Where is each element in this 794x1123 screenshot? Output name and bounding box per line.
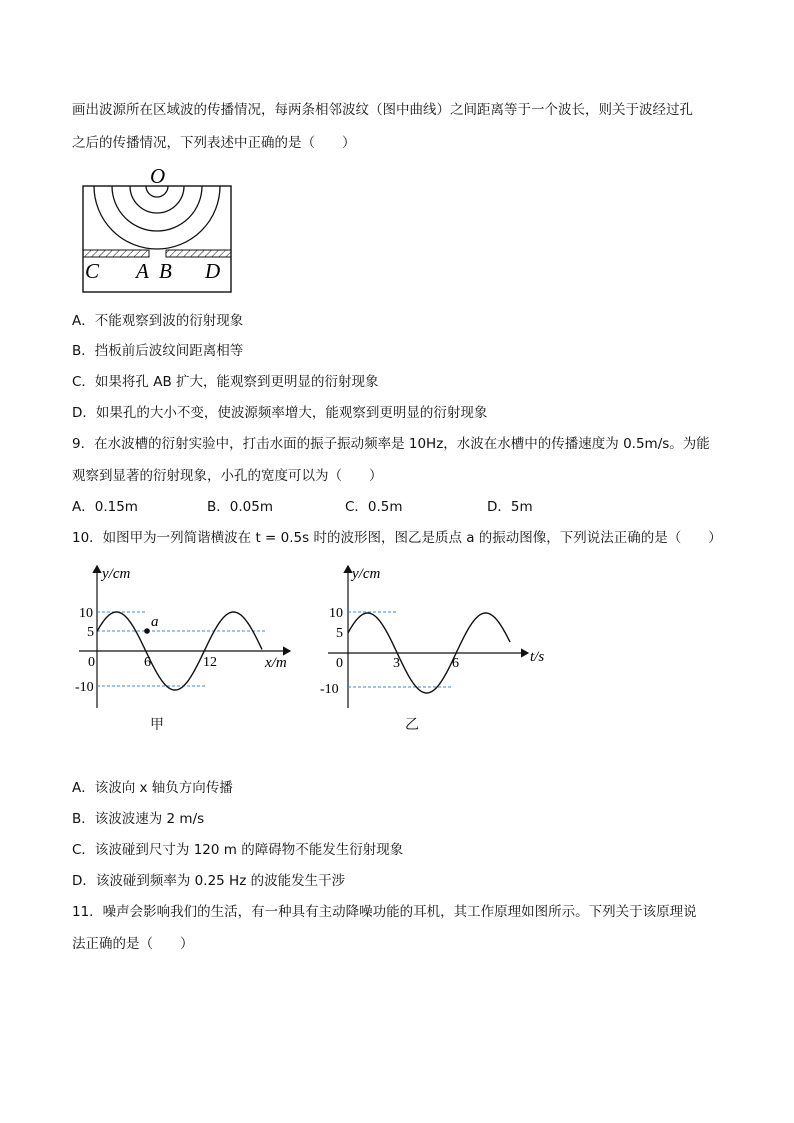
ytick-neg10: -10 bbox=[320, 682, 339, 697]
ylabel: y/cm bbox=[102, 566, 131, 582]
ytick-0: 0 bbox=[336, 656, 343, 671]
q9-stem-line2: 观察到显著的衍射现象，小孔的宽度可以为（ ） bbox=[72, 468, 383, 484]
q8-stem-line1: 画出波源所在区域波的传播情况，每两条相邻波纹（图中曲线）之间距离等于一个波长，则关于波经过孔 bbox=[72, 102, 693, 118]
q9-option-b: B．0.05m bbox=[207, 499, 273, 515]
q10-option-d: D．该波碰到频率为 0.25 Hz 的波能发生干涉 bbox=[72, 873, 346, 889]
wave-arc-2 bbox=[130, 186, 184, 213]
q11-stem-line1: 11．噪声会影响我们的生活，有一种具有主动降噪功能的耳机，其工作原理如图所示。下列关于该原理说 bbox=[72, 904, 697, 920]
ytick-10: 10 bbox=[329, 606, 343, 621]
ytick-neg10: -10 bbox=[75, 680, 94, 695]
xlabel: t/s bbox=[530, 649, 545, 665]
q10-caption-b: 乙 bbox=[405, 717, 419, 733]
label-B: B bbox=[159, 259, 172, 283]
point-a-label: a bbox=[151, 614, 159, 630]
xtick-6: 6 bbox=[144, 655, 151, 670]
q8-option-b: B．挡板前后波纹间距离相等 bbox=[72, 343, 244, 359]
q8-stem-line2: 之后的传播情况，下列表述中正确的是（ ） bbox=[72, 135, 356, 151]
q10-caption-a: 甲 bbox=[150, 717, 164, 733]
wave-arc-3 bbox=[112, 186, 202, 231]
q8-option-a: A．不能观察到波的衍射现象 bbox=[72, 313, 244, 329]
q10-option-c: C．该波碰到尺寸为 120 m 的障碍物不能发生衍射现象 bbox=[72, 842, 404, 858]
ytick-0: 0 bbox=[88, 655, 95, 670]
q9-stem-line1: 9．在水波槽的衍射实验中，打击水面的振子振动频率是 10Hz，水波在水槽中的传播速度为 0.5m/s。为能 bbox=[72, 436, 710, 452]
xtick-6: 6 bbox=[452, 656, 459, 671]
ytick-5: 5 bbox=[87, 625, 94, 640]
xlabel: x/m bbox=[265, 655, 287, 671]
xtick-3: 3 bbox=[393, 656, 400, 671]
q9-option-d: D．5m bbox=[487, 499, 533, 515]
q10-stem: 10．如图甲为一列简谐横波在 t = 0.5s 时的波形图，图乙是质点 a 的振动图像，下列说法正确的是（ ） bbox=[72, 530, 722, 546]
q9-option-a: A．0.15m bbox=[72, 499, 138, 515]
barrier-left bbox=[83, 250, 149, 257]
xtick-12: 12 bbox=[203, 655, 217, 670]
label-O: O bbox=[150, 164, 166, 188]
point-a-marker bbox=[144, 628, 150, 634]
q8-option-c: C．如果将孔 AB 扩大，能观察到更明显的衍射现象 bbox=[72, 374, 379, 390]
label-D: D bbox=[205, 259, 221, 283]
q10-graph-vibration bbox=[318, 560, 553, 710]
ytick-5: 5 bbox=[336, 626, 343, 641]
ytick-10: 10 bbox=[79, 606, 93, 621]
q9-option-c: C．0.5m bbox=[345, 499, 403, 515]
barrier-right bbox=[166, 250, 231, 257]
label-C: C bbox=[85, 259, 100, 283]
label-A: A bbox=[136, 259, 149, 283]
q8-option-d: D．如果孔的大小不变，使波源频率增大，能观察到更明显的衍射现象 bbox=[72, 405, 488, 421]
q8-diffraction-figure bbox=[78, 164, 238, 294]
q10-option-a: A．该波向 x 轴负方向传播 bbox=[72, 780, 233, 796]
q10-graph-waveform bbox=[75, 560, 300, 710]
q10-option-b: B．该波波速为 2 m/s bbox=[72, 811, 205, 827]
ylabel: y/cm bbox=[352, 566, 381, 582]
q11-stem-line2: 法正确的是（ ） bbox=[72, 936, 194, 952]
